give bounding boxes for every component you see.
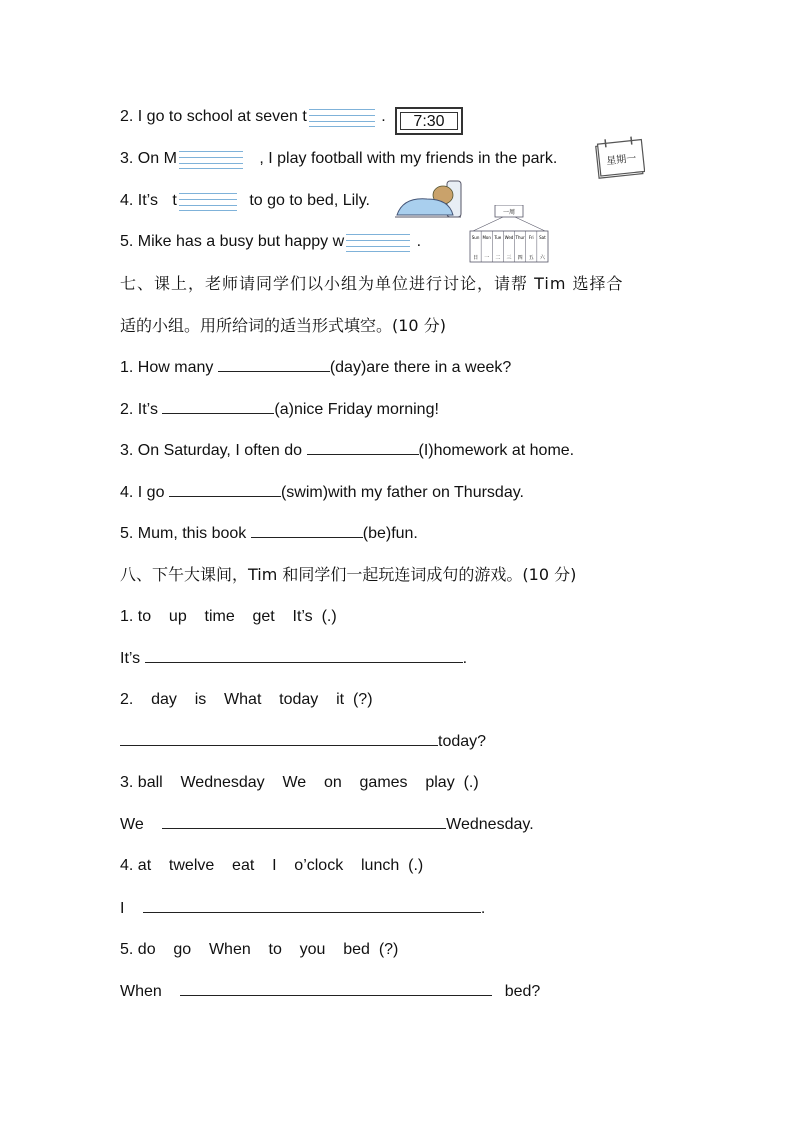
calendar-icon: [593, 134, 645, 180]
s6-question-2: [120, 107, 386, 127]
week-calendar-icon: [469, 205, 549, 263]
sleeping-child-icon: [393, 177, 465, 219]
week-day-en: Tue: [494, 235, 502, 240]
answer-blank[interactable]: [218, 357, 330, 372]
answer-blank[interactable]: [169, 482, 281, 497]
week-day-en: Mon: [482, 235, 491, 240]
week-title: 一周: [502, 209, 516, 216]
s7-q5-rest: (be)fun.: [362, 525, 418, 542]
week-day-en: Thur: [515, 235, 525, 240]
s7-question-1: [120, 357, 511, 378]
s7-q3-rest: (I)homework at home.: [418, 442, 575, 459]
answer-line[interactable]: [180, 981, 492, 996]
s6-q5-end: .: [416, 233, 422, 251]
four-line-blank[interactable]: [179, 191, 237, 211]
week-day-en: Fri: [528, 235, 534, 240]
s7-question-4: [120, 482, 524, 503]
s8-q1-words: 1. to up time get It’s (.): [120, 608, 337, 625]
s7-question-2: [120, 399, 439, 420]
s6-question-3: [120, 149, 557, 169]
week-day-cn: 六: [539, 255, 545, 261]
answer-blank[interactable]: [251, 523, 363, 538]
four-line-blank[interactable]: [309, 107, 375, 127]
clock-time: 7:30: [400, 112, 458, 130]
s8-q4-words: 4. at twelve eat I o’clock lunch (.): [120, 857, 424, 874]
s6-q4-letter: t: [172, 192, 177, 210]
s8-q5-prefix: When: [120, 983, 162, 1000]
answer-line[interactable]: [120, 731, 438, 746]
s8-q5-answer: [120, 981, 540, 1002]
s8-q4-answer: [120, 898, 485, 919]
s6-question-5: [120, 232, 421, 252]
week-day-en: Wed: [504, 235, 514, 240]
s8-q5-suffix: bed?: [504, 983, 541, 1000]
s7-q4-rest: (swim)with my father on Thursday.: [280, 484, 524, 501]
s6-q4-rest: to go to bed, Lily.: [249, 192, 370, 210]
week-day-en: Sat: [539, 235, 546, 240]
s8-q1-prefix: It’s: [120, 650, 141, 667]
s7-heading-line1: 七、课上，老师请同学们以小组为单位进行讨论，请帮 Tim 选择合: [120, 274, 624, 293]
week-day-cn: 三: [506, 255, 512, 261]
s8-q3-prefix: We: [120, 816, 144, 833]
clock-image: [395, 107, 463, 135]
calendar-label: 星期一: [605, 153, 637, 168]
s8-q2-answer: [120, 731, 486, 752]
s6-q3-rest: , I play football with my friends in the park.: [259, 150, 558, 168]
week-day-cn: 四: [517, 255, 523, 261]
s8-heading: 八、下午大课间，Tim 和同学们一起玩连词成句的游戏。(10 分): [120, 565, 577, 584]
s6-q5-text: 5. Mike has a busy but happy w: [120, 233, 345, 251]
s8-q2-words: 2. day is What today it (?): [120, 691, 373, 708]
s7-question-5: [120, 523, 418, 544]
answer-blank[interactable]: [307, 440, 419, 455]
four-line-blank[interactable]: [346, 232, 410, 252]
s7-q1-text: 1. How many: [120, 359, 214, 376]
s6-q2-text: 2. I go to school at seven t: [120, 108, 307, 126]
s7-q2-rest: (a)nice Friday morning!: [274, 401, 439, 418]
s8-q4-prefix: I: [120, 900, 125, 917]
s7-q2-text: 2. It’s: [120, 401, 158, 418]
answer-blank[interactable]: [162, 399, 274, 414]
s7-q4-text: 4. I go: [120, 484, 165, 501]
s6-question-4: [120, 191, 370, 211]
s8-q3-suffix: Wednesday.: [446, 816, 534, 833]
week-day-cn: 五: [528, 255, 534, 261]
s7-q5-text: 5. Mum, this book: [120, 525, 247, 542]
answer-line[interactable]: [145, 648, 463, 663]
s6-q2-end: .: [381, 108, 386, 126]
s8-q1-suffix: .: [462, 650, 468, 667]
s8-q1-answer: [120, 648, 467, 669]
s8-q4-suffix: .: [480, 900, 486, 917]
s7-q3-text: 3. On Saturday, I often do: [120, 442, 303, 459]
week-day-cn: 一: [484, 255, 490, 261]
four-line-blank[interactable]: [179, 149, 243, 169]
s6-q3-text: 3. On M: [120, 150, 177, 168]
week-day-cn: 日: [473, 255, 479, 261]
s8-q2-suffix: today?: [438, 733, 487, 750]
answer-line[interactable]: [162, 814, 446, 829]
week-day-en: Sun: [471, 235, 480, 240]
week-day-cn: 二: [495, 255, 501, 261]
s7-heading-line2: 适的小组。用所给词的适当形式填空。(10 分): [120, 316, 446, 335]
s7-q1-rest: (day)are there in a week?: [329, 359, 512, 376]
s8-q5-words: 5. do go When to you bed (?): [120, 941, 399, 958]
s8-q3-answer: [120, 814, 534, 835]
s7-question-3: [120, 440, 574, 461]
s6-q4-text: 4. It’s: [120, 192, 158, 210]
s8-q3-words: 3. ball Wednesday We on games play (.): [120, 774, 479, 791]
answer-line[interactable]: [143, 898, 481, 913]
